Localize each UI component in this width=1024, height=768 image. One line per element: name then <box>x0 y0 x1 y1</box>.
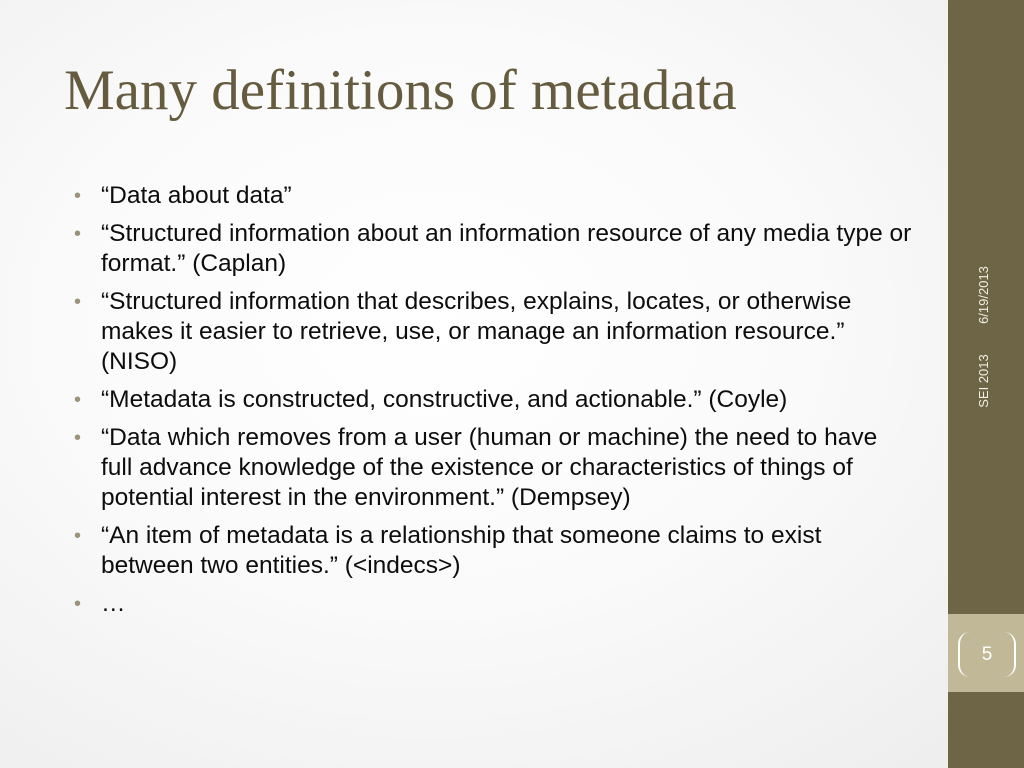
bullet-text: … <box>101 590 126 617</box>
bullet-marker: • <box>74 389 82 411</box>
bullet-marker: • <box>74 427 82 449</box>
bullet-marker: • <box>74 223 82 245</box>
bullet-marker: • <box>74 291 82 313</box>
bullet-text: “Structured information about an information resource of any media type or format.” (Caplan) <box>101 220 912 277</box>
bullet-text: “Metadata is constructed, constructive, and actionable.” (Coyle) <box>101 386 788 413</box>
bullet-text: “An item of metadata is a relationship that someone claims to exist between two entities.” (<indecs>) <box>101 522 822 579</box>
bullet-item <box>74 219 914 279</box>
slide-footer: SEI 2013 <box>976 354 991 408</box>
bullet-marker: • <box>74 525 82 547</box>
bullet-item <box>74 521 914 581</box>
bullet-item <box>74 423 914 513</box>
slide-date: 6/19/2013 <box>976 266 991 324</box>
bullet-item <box>74 287 914 377</box>
bullet-text: “Structured information that describes, explains, locates, or otherwise makes it easier to retrieve, use, or manage an information resource.” (NISO) <box>101 288 852 375</box>
bullet-item <box>74 589 914 619</box>
bullet-marker: • <box>74 185 82 207</box>
bullet-item <box>74 181 914 211</box>
bullet-text: “Data which removes from a user (human or machine) the need to have full advance knowledge of the existence or characteristics of things of potential interest in the environment.” (Dempsey) <box>101 424 878 511</box>
page-number: 5 <box>958 632 1016 677</box>
slide-title: Many definitions of metadata <box>64 59 737 122</box>
bullet-marker: • <box>74 593 82 615</box>
bullet-list <box>74 181 914 627</box>
bullet-text: “Data about data” <box>101 182 292 209</box>
bullet-item <box>74 385 914 415</box>
